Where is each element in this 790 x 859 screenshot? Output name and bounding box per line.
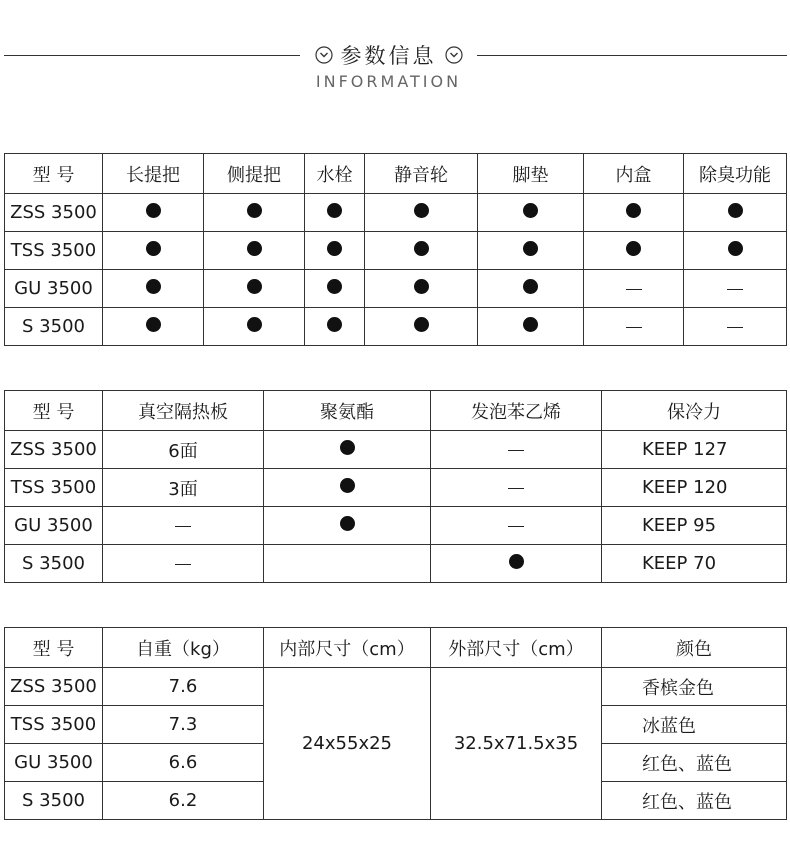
filled-dot-icon [327, 241, 342, 256]
dash-icon [727, 327, 743, 328]
model-cell: GU 3500 [5, 507, 103, 545]
feature-cell [684, 194, 787, 232]
feature-cell [365, 270, 478, 308]
polystyrene-cell [431, 507, 602, 545]
feature-cell [478, 270, 584, 308]
model-cell: S 3500 [5, 545, 103, 583]
table-row [5, 469, 787, 507]
inner-size-cell: 24x55x25 [264, 668, 431, 820]
table-row [5, 270, 787, 308]
dash-icon [508, 450, 524, 451]
keep-cold-cell: KEEP 95 [602, 507, 787, 545]
column-header: 颜色 [602, 628, 787, 668]
polyurethane-cell [264, 431, 431, 469]
filled-dot-icon [626, 203, 641, 218]
dimensions-table [4, 627, 787, 820]
feature-cell [305, 270, 365, 308]
filled-dot-icon [146, 241, 161, 256]
filled-dot-icon [414, 241, 429, 256]
filled-dot-icon [146, 279, 161, 294]
feature-cell [305, 194, 365, 232]
polystyrene-cell [431, 469, 602, 507]
feature-cell [103, 270, 204, 308]
column-header: 内部尺寸（cm） [264, 628, 431, 668]
filled-dot-icon [523, 317, 538, 332]
column-header: 保冷力 [602, 391, 787, 431]
table-header-row [5, 391, 787, 431]
dash-icon [175, 526, 191, 527]
feature-cell [684, 308, 787, 346]
feature-cell [584, 232, 684, 270]
weight-cell: 6.6 [103, 744, 264, 782]
polyurethane-cell [264, 507, 431, 545]
column-header: 内盒 [584, 154, 684, 194]
polyurethane-cell [264, 469, 431, 507]
filled-dot-icon [340, 478, 355, 493]
column-header: 型 号 [5, 628, 103, 668]
filled-dot-icon [340, 440, 355, 455]
feature-cell [204, 308, 305, 346]
keep-cold-cell: KEEP 120 [602, 469, 787, 507]
page-subtitle: INFORMATION [315, 72, 462, 91]
filled-dot-icon [523, 279, 538, 294]
chevron-down-circle-icon [315, 46, 333, 64]
feature-cell [204, 194, 305, 232]
color-cell: 红色、蓝色 [602, 744, 787, 782]
filled-dot-icon [247, 203, 262, 218]
feature-cell [584, 270, 684, 308]
dash-icon [626, 289, 642, 290]
model-cell: S 3500 [5, 308, 103, 346]
column-header: 聚氨酯 [264, 391, 431, 431]
feature-cell [103, 194, 204, 232]
feature-cell [584, 194, 684, 232]
column-header: 侧提把 [204, 154, 305, 194]
column-header: 发泡苯乙烯 [431, 391, 602, 431]
model-cell: GU 3500 [5, 744, 103, 782]
weight-cell: 7.3 [103, 706, 264, 744]
feature-cell [305, 232, 365, 270]
column-header: 水栓 [305, 154, 365, 194]
filled-dot-icon [327, 279, 342, 294]
chevron-down-circle-icon [445, 46, 463, 64]
table-header-row [5, 154, 787, 194]
feature-cell [684, 270, 787, 308]
table-row [5, 308, 787, 346]
column-header: 静音轮 [365, 154, 478, 194]
filled-dot-icon [414, 203, 429, 218]
color-cell: 冰蓝色 [602, 706, 787, 744]
model-cell: ZSS 3500 [5, 194, 103, 232]
table-row [5, 232, 787, 270]
filled-dot-icon [414, 279, 429, 294]
column-header: 型 号 [5, 154, 103, 194]
insulation-table [4, 390, 787, 583]
vacuum-panel-cell: 3面 [103, 469, 264, 507]
column-header: 型 号 [5, 391, 103, 431]
feature-cell [478, 194, 584, 232]
column-header: 真空隔热板 [103, 391, 264, 431]
table-row [5, 545, 787, 583]
feature-cell [305, 308, 365, 346]
weight-cell: 6.2 [103, 782, 264, 820]
filled-dot-icon [247, 241, 262, 256]
feature-cell [584, 308, 684, 346]
color-cell: 红色、蓝色 [602, 782, 787, 820]
polyurethane-cell [264, 545, 431, 583]
dash-icon [175, 564, 191, 565]
filled-dot-icon [327, 317, 342, 332]
feature-cell [365, 232, 478, 270]
model-cell: TSS 3500 [5, 232, 103, 270]
header-divider-left [4, 55, 300, 56]
model-cell: TSS 3500 [5, 706, 103, 744]
model-cell: S 3500 [5, 782, 103, 820]
dash-icon [727, 289, 743, 290]
filled-dot-icon [414, 317, 429, 332]
column-header: 脚垫 [478, 154, 584, 194]
polystyrene-cell [431, 431, 602, 469]
feature-cell [103, 232, 204, 270]
dash-icon [508, 526, 524, 527]
table-row [5, 668, 787, 706]
feature-cell [103, 308, 204, 346]
feature-cell [478, 232, 584, 270]
vacuum-panel-cell [103, 507, 264, 545]
vacuum-panel-cell [103, 545, 264, 583]
feature-cell [204, 232, 305, 270]
column-header: 除臭功能 [684, 154, 787, 194]
polystyrene-cell [431, 545, 602, 583]
column-header: 自重（kg） [103, 628, 264, 668]
filled-dot-icon [327, 203, 342, 218]
section-header [0, 0, 790, 110]
filled-dot-icon [728, 241, 743, 256]
table-row [5, 507, 787, 545]
table-header-row [5, 628, 787, 668]
filled-dot-icon [247, 317, 262, 332]
feature-cell [365, 194, 478, 232]
outer-size-cell: 32.5x71.5x35 [431, 668, 602, 820]
vacuum-panel-cell: 6面 [103, 431, 264, 469]
filled-dot-icon [523, 203, 538, 218]
feature-cell [204, 270, 305, 308]
filled-dot-icon [247, 279, 262, 294]
filled-dot-icon [523, 241, 538, 256]
feature-cell [478, 308, 584, 346]
filled-dot-icon [626, 241, 641, 256]
filled-dot-icon [509, 554, 524, 569]
table-row [5, 431, 787, 469]
model-cell: ZSS 3500 [5, 431, 103, 469]
feature-cell [684, 232, 787, 270]
filled-dot-icon [146, 203, 161, 218]
filled-dot-icon [146, 317, 161, 332]
dash-icon [626, 327, 642, 328]
filled-dot-icon [728, 203, 743, 218]
feature-cell [365, 308, 478, 346]
title-row [300, 38, 477, 72]
weight-cell: 7.6 [103, 668, 264, 706]
table-row [5, 194, 787, 232]
column-header: 长提把 [103, 154, 204, 194]
filled-dot-icon [340, 516, 355, 531]
header-divider-right [477, 55, 787, 56]
model-cell: ZSS 3500 [5, 668, 103, 706]
keep-cold-cell: KEEP 70 [602, 545, 787, 583]
page-title: 参数信息 [340, 44, 437, 68]
model-cell: TSS 3500 [5, 469, 103, 507]
keep-cold-cell: KEEP 127 [602, 431, 787, 469]
features-table [4, 153, 787, 346]
model-cell: GU 3500 [5, 270, 103, 308]
column-header: 外部尺寸（cm） [431, 628, 602, 668]
dash-icon [508, 488, 524, 489]
color-cell: 香槟金色 [602, 668, 787, 706]
